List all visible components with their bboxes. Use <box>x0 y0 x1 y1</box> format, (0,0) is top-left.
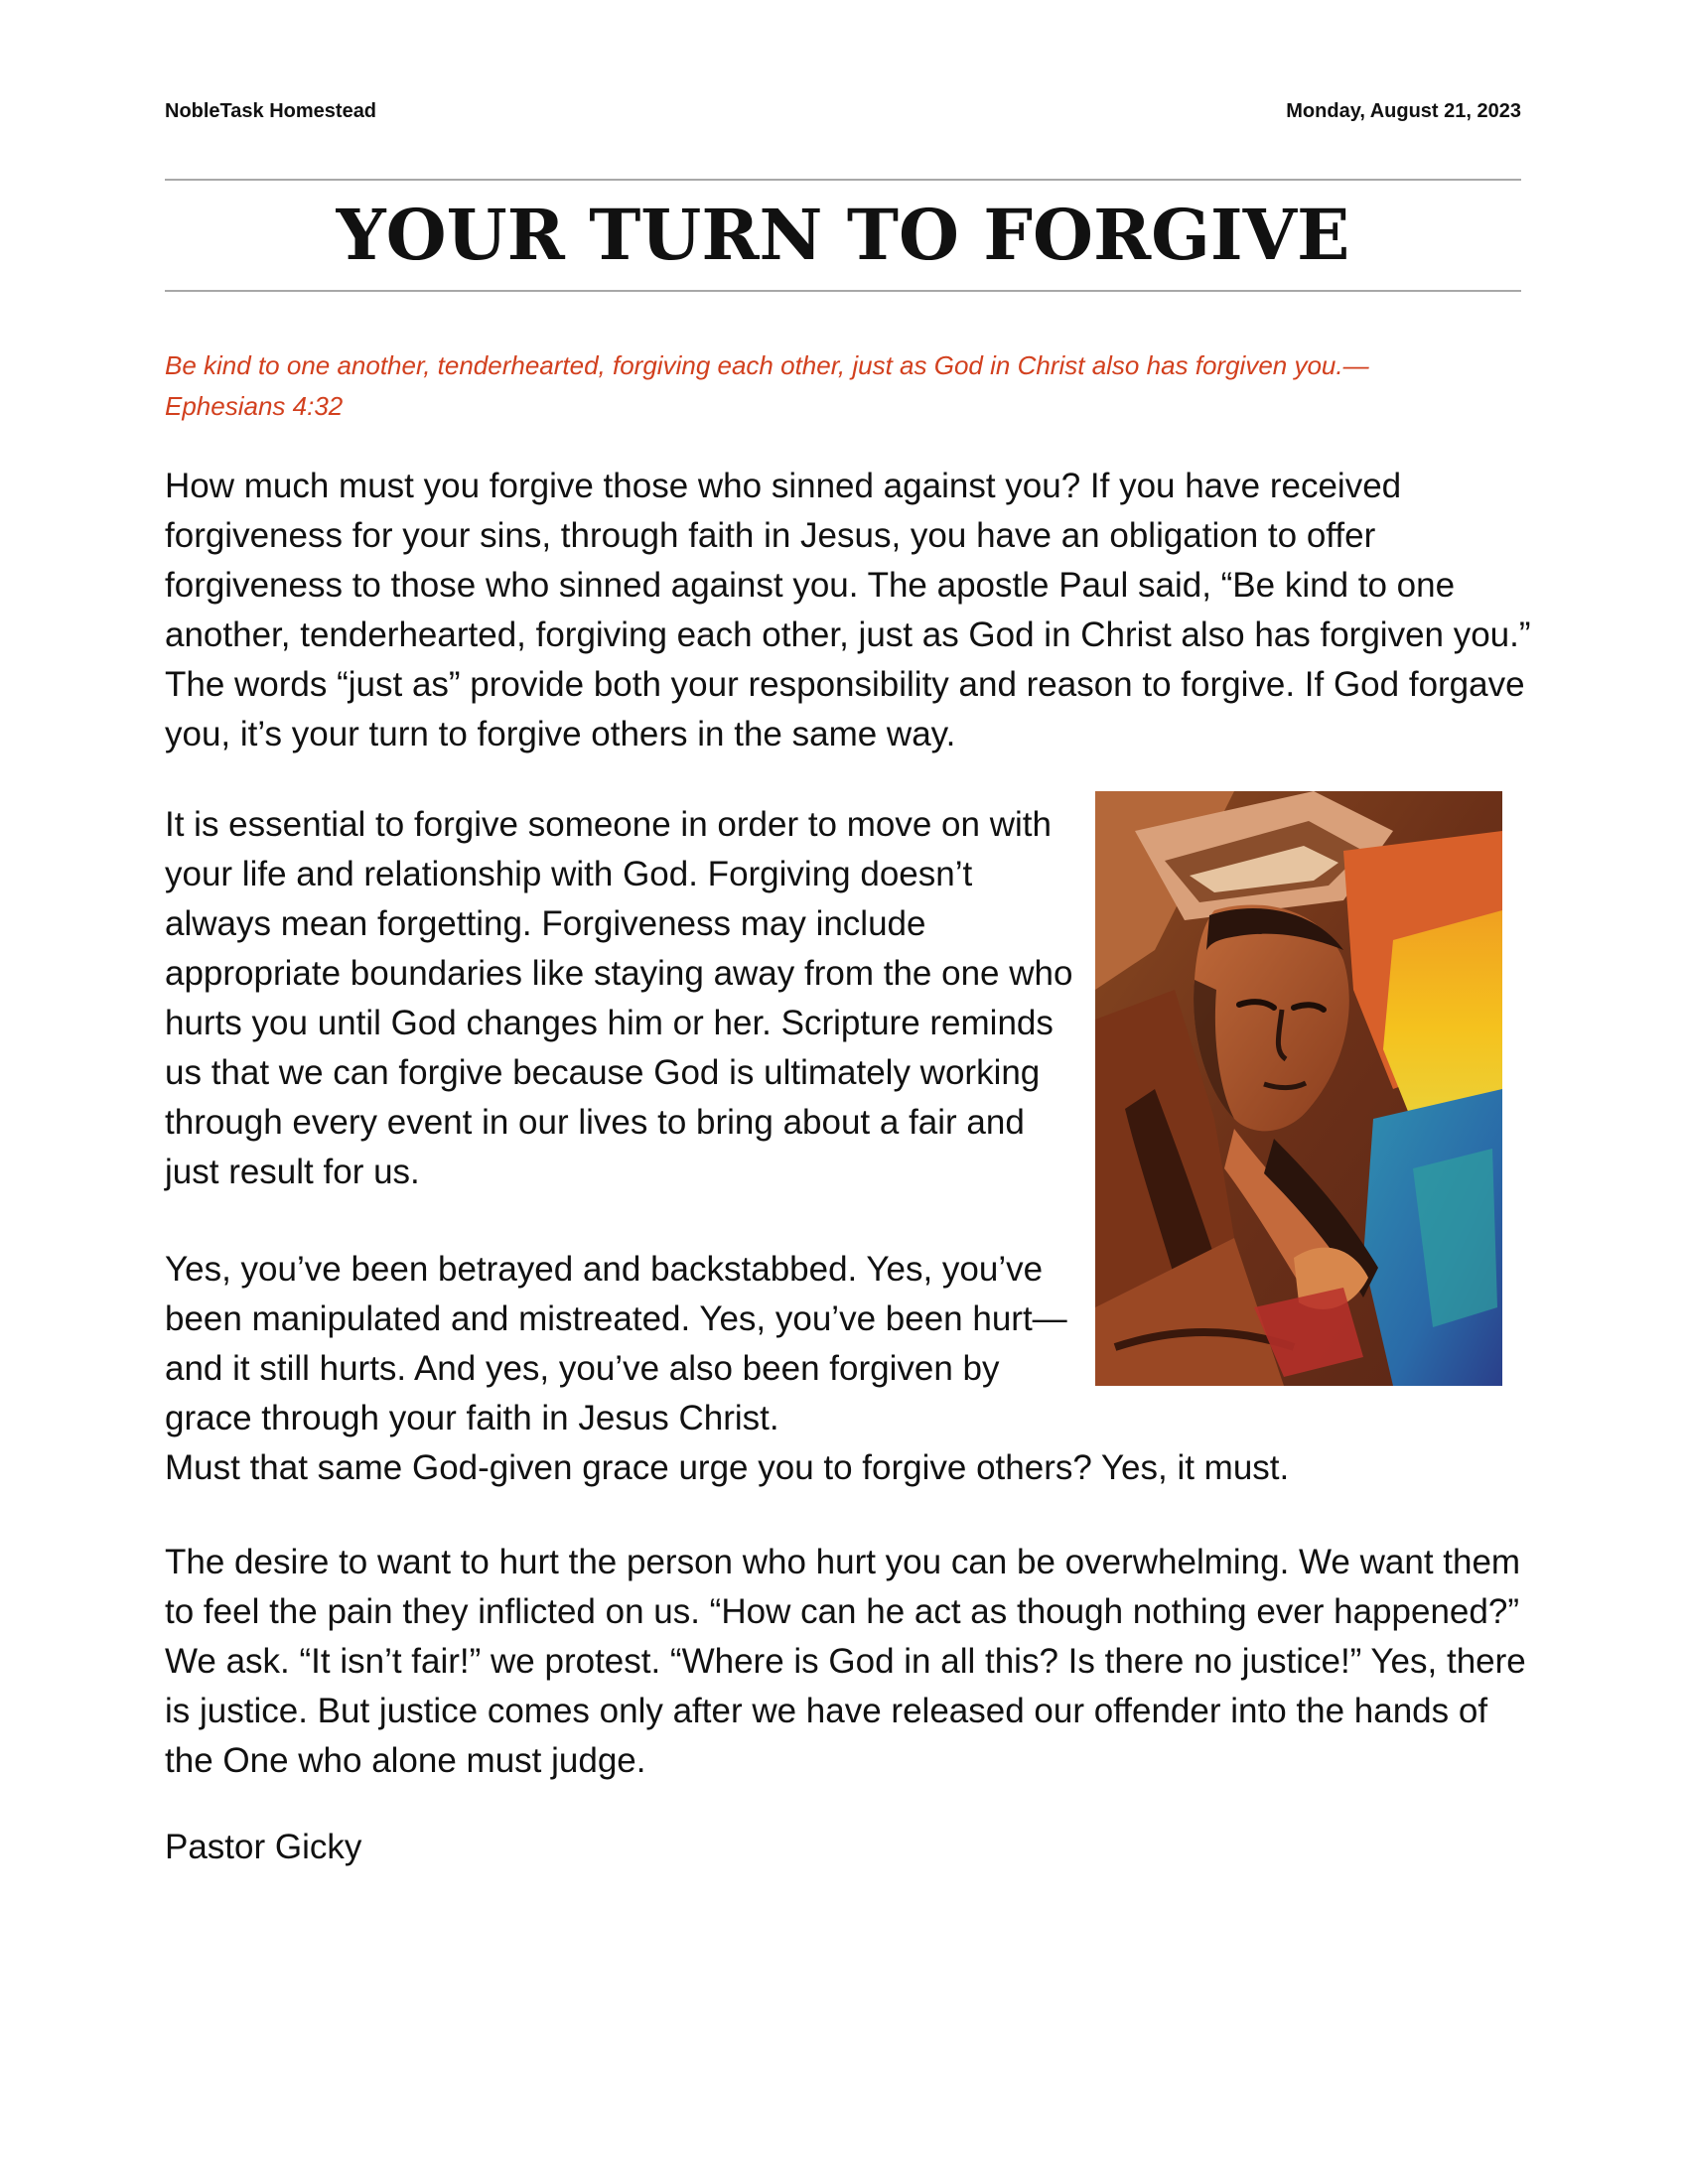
paragraph-3 <box>165 1245 1356 1493</box>
organization-name: NobleTask Homestead <box>165 100 377 122</box>
paragraph-2: It is essential to forgive someone in order to move on with your life and relationship with God. Forgiving doesn’t always mean forgetting. Forgiveness may include appropriate boundaries like staying away from the one who hurts you until God changes him or her. Scripture reminds us that we can forgive because God is ultimately working through every event in our lives to bring about a fair and just result for us. <box>165 805 1073 1191</box>
publication-date: Monday, August 21, 2023 <box>1286 100 1521 122</box>
page-header <box>165 100 1521 123</box>
verse-text: Be kind to one another, tenderhearted, forgiving each other, just as God in Christ also has forgiven you.— <box>165 350 1369 380</box>
paragraph-3-conclusion: Must that same God-given grace urge you to forgive others? Yes, it must. <box>165 1448 1290 1487</box>
title-top-divider <box>165 179 1521 181</box>
verse-reference: Ephesians 4:32 <box>165 391 344 421</box>
scripture-verse <box>165 345 1485 427</box>
paragraph-4: The desire to want to hurt the person who hurt you can be overwhelming. We want them to feel the pain they inflicted on us. “How can he act as though nothing ever happened?” We ask. “It isn’t fair!” we protest. “Where is God in all this? Is there no justice!” Yes, there is justice. But justice comes only after we have released our offender into the hands of the One who alone must judge. <box>165 1543 1526 1780</box>
page-title: YOUR TURN TO FORGIVE <box>336 194 1350 276</box>
title-bottom-divider <box>165 290 1521 292</box>
signature: Pastor Gicky <box>165 1828 362 1866</box>
paragraph-1: How much must you forgive those who sinned against you? If you have received forgiveness for your sins, through faith in Jesus, you have an obligation to offer forgiveness to those who sinned against you. The apostle Paul said, “Be kind to one another, tenderhearted, forgiving each other, just as God in Christ also has forgiven you.” The words “just as” provide both your responsibility and reason to forgive. If God forgave you, it’s your turn to forgive others in the same way. <box>165 467 1531 753</box>
paragraph-3-main: Yes, you’ve been betrayed and backstabbed. Yes, you’ve been manipulated and mistreated. Yes, you’ve been hurt—and it still hurts. And yes, you’ve also been forgiven by grace through your faith in Jesus Christ. <box>165 1250 1067 1437</box>
